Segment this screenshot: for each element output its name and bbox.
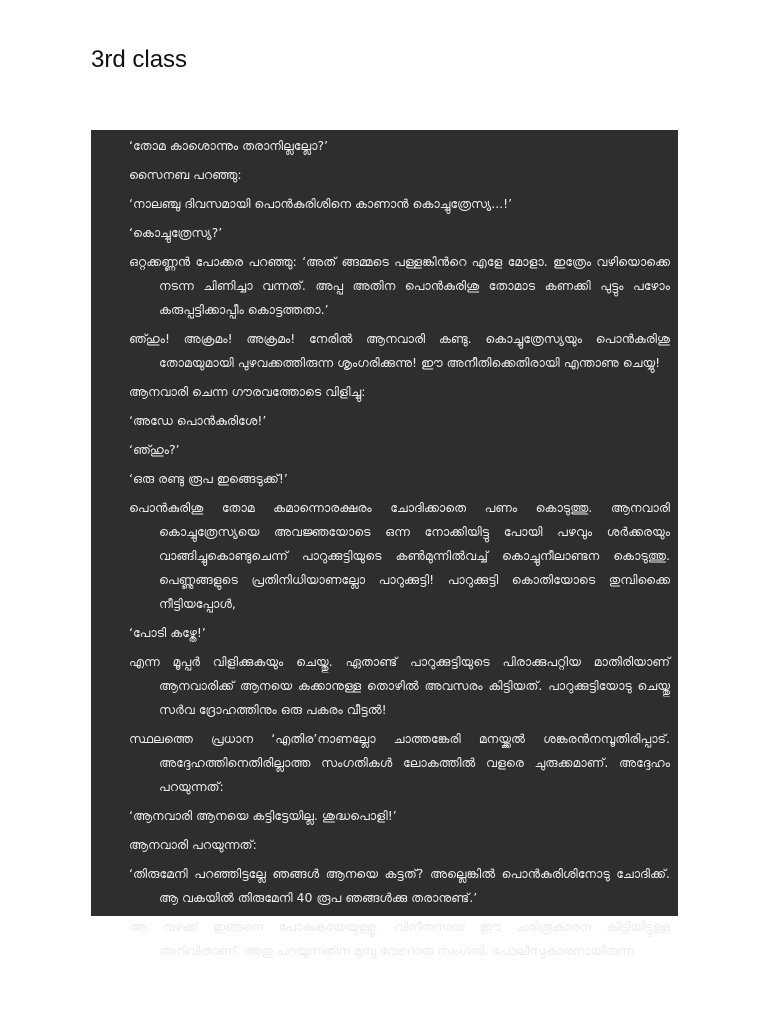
page-title: 3rd class <box>91 46 188 73</box>
text-paragraph: ‘ഞ്ഹും?’ <box>129 442 180 457</box>
text-paragraph: പൊൻകുരിശു തോമ കമാന്നൊരക്ഷരം ചോദിക്കാതെ പണം കൊടുത്തു. ആനവാരി കൊച്ചുത്രേസ്യയെ അവജ്ഞയോടെ ഒന്ന നോക്കിയിട്ടു പോയി പഴവും ശർക്കരയും വാങ്ങിച്ചുകൊണ്ടുചെന്ന് പാറുക്കുട്ടിയുടെ കൺമുന്നിൽവച്ച് കൊച്ചുനീലാണ്ടന കൊടുത്തു. പെണ്ണുങ്ങളുടെ പ്രതിനിധിയാണല്ലോ പാറുക്കുട്ടി! പാറുക്കുട്ടി കൊതിയോടെ തുമ്പിക്കൈ നീട്ടിയപ്പോൾ, <box>129 500 670 611</box>
text-paragraph: സൈനബ പറഞ്ഞു: <box>129 167 242 182</box>
text-paragraph: ‘തോമ കാശൊന്നും തരാനില്ലല്ലോ?’ <box>129 138 329 153</box>
text-paragraph: ‘ആനവാരി ആനയെ കട്ടിട്ടേയില്ല. ശുദ്ധപൊളി!’ <box>129 808 397 823</box>
text-paragraph: ‘പോടി കഴ്തേ!’ <box>129 625 206 640</box>
text-paragraph: ‘തിരുമേനി പറഞ്ഞിട്ടല്ലേ ഞങ്ങൾ ആനയെ കട്ടത്? അല്ലെങ്കിൽ പൊൻകുരിശിനോടു ചോദിക്ക്. ആ വകയിൽ തിരുമേനി 40 രൂപ ഞങ്ങൾക്കു തരാനുണ്ട്.’ <box>129 866 670 905</box>
text-paragraph: ‘അഡേ പൊൻകുരിശേ!’ <box>129 413 267 428</box>
text-paragraph: ഞ്ഹും! അക്രമം! അക്രമം! നേരിൽ ആനവാരി കണ്ടു. കൊച്ചുത്രേസ്യയും പൊൻകുരിശു തോമയുമായി പുഴവക്കത്തിരുന്ന ശൃംഗരിക്കുന്നു! ഈ അനീതിക്കെതിരായി എന്താണു ചെയ്യു! <box>129 331 670 370</box>
scanned-page-image <box>91 130 678 958</box>
text-paragraph: ഒറ്റക്കണ്ണൻ പോക്കര പറഞ്ഞു: ‘അത് ങ്ങമ്മടെ പള്ളങ്കിൻറെ എളേ മോളാ. ഇത്രേം വഴിയൊക്കെ നടന്ന ചിണിച്ചാ വന്നത്. അപ്പ അതിന പൊൻകുരിശു തോമാട കണക്കി പുട്ടും പഴോം കരുപ്പട്ടിക്കാപ്പീം കൊട്ടത്തതാ.’ <box>129 254 670 317</box>
text-paragraph: ആ വഴക്ക് ഇങ്ങനെ പോകുകയേയുള്ളൂ. വിനീതനായ ഈ ചരിത്രകാരന കിട്ടിയിട്ടുള്ള അറിവിതാണ്. അതു പറയുന്നതിന മുമ്പു വേറൊരു സംഗതി. പോലീസുകാരനായിരുന്ന <box>129 919 670 958</box>
text-paragraph: ‘കൊച്ചുത്രേസ്യ?’ <box>129 225 223 240</box>
text-paragraph: ‘ഒരു രണ്ടു രൂപ ഇങ്ങെടുക്ക്!’ <box>129 471 288 486</box>
text-paragraph: എന്ന മൂപ്പർ വിളിക്കുകയും ചെയ്തു. ഏതാണ്ട് പാറുക്കുട്ടിയുടെ പിരാക്കുപറ്റിയ മാതിരിയാണ് ആനവാരിക്ക് ആനയെ കക്കാനുള്ള തൊഴിൽ അവസരം കിട്ടിയത്. പാറുക്കുട്ടിയോടു ചെയ്തു സർവ ദ്രോഹത്തിനും ഒരു പകരം വീട്ടൽ! <box>129 654 670 717</box>
text-paragraph: ആനവാരി പറയുന്നത്: <box>129 837 257 852</box>
text-paragraph: ആനവാരി ചെന്ന ഗൗരവത്തോടെ വിളിച്ചു: <box>129 384 366 399</box>
text-paragraph: ‘നാലഞ്ചു ദിവസമായി പൊൻകുരിശിനെ കാണാൻ കൊച്ചുത്രേസ്യ...!’ <box>129 196 513 211</box>
text-paragraph: സ്ഥലത്തെ പ്രധാന ‘എതിര’നാണല്ലോ ചാത്തങ്കേരി മനയ്ക്കൽ ശങ്കരൻനമ്പൂതിരിപ്പാട്. അദ്ദേഹത്തിനെതിരില്ലാത്ത സംഗതികൾ ലോകത്തിൽ വളരെ ചുരുക്കമാണ്. അദ്ദേഹം പറയുന്നത്: <box>129 731 670 794</box>
